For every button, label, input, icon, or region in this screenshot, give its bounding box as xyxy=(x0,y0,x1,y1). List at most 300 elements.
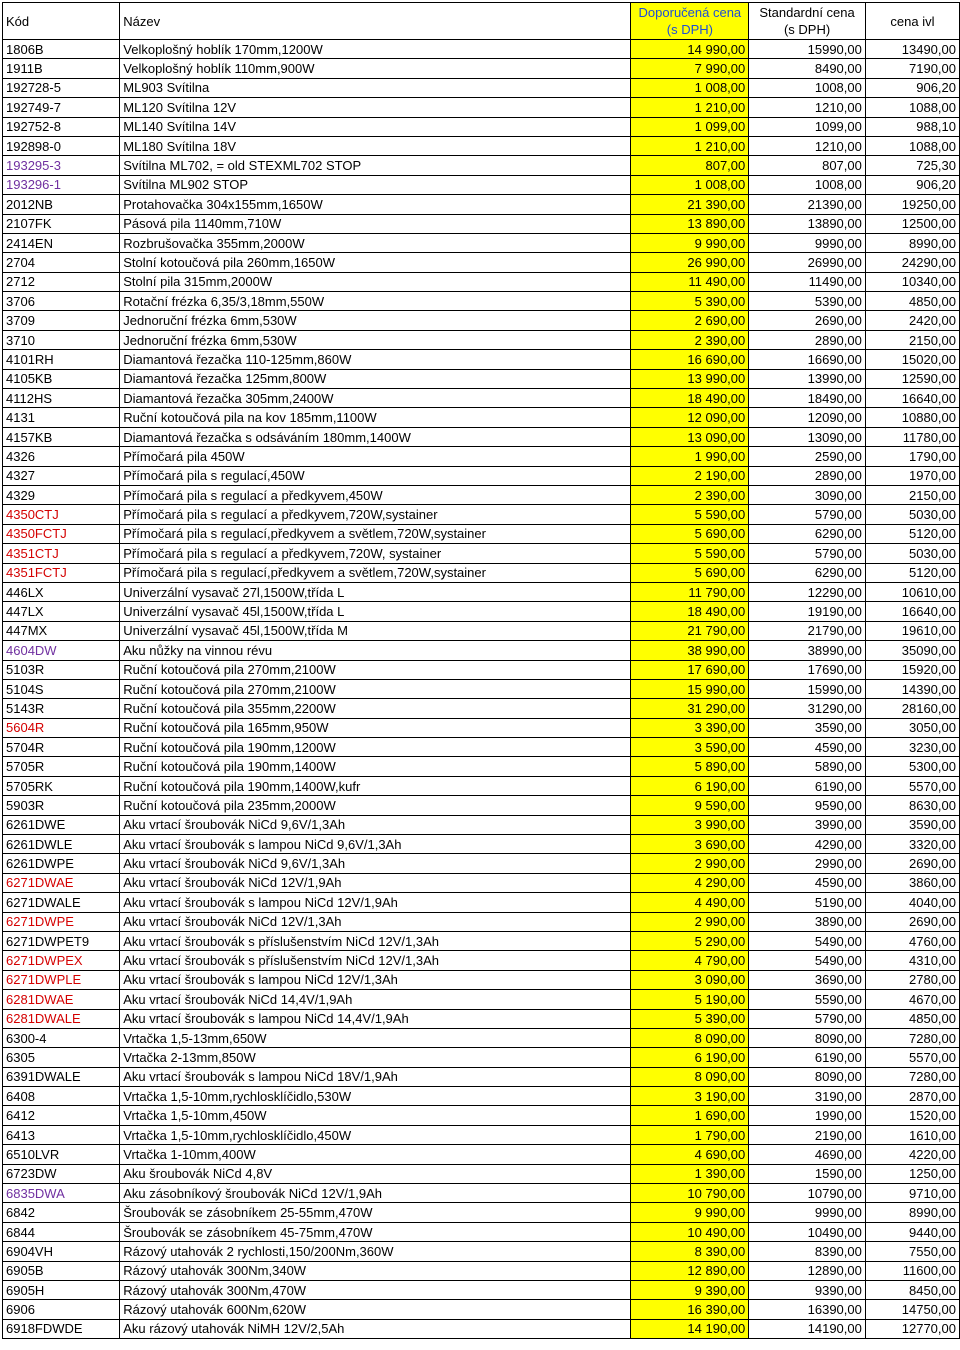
ivl-price-cell: 1970,00 xyxy=(865,466,959,485)
standard-price-cell: 5190,00 xyxy=(749,893,866,912)
recommended-price-cell: 2 690,00 xyxy=(631,311,749,330)
product-name-cell: ML903 Svítilna xyxy=(120,78,631,97)
table-row xyxy=(3,524,960,543)
recommended-price-cell: 9 990,00 xyxy=(631,233,749,252)
product-name-cell: Vrtačka 1-10mm,400W xyxy=(120,1145,631,1164)
product-name-cell: Stolní kotoučová pila 260mm,1650W xyxy=(120,253,631,272)
standard-price-cell: 8090,00 xyxy=(749,1028,866,1047)
product-code-cell: 6300-4 xyxy=(3,1028,120,1047)
standard-price-cell: 5790,00 xyxy=(749,544,866,563)
product-name-cell: Diamantová řezačka 305mm,2400W xyxy=(120,389,631,408)
ivl-price-cell: 12500,00 xyxy=(865,214,959,233)
standard-price-cell: 1210,00 xyxy=(749,136,866,155)
recommended-price-cell: 18 490,00 xyxy=(631,389,749,408)
product-code-cell: 6906 xyxy=(3,1300,120,1319)
product-code-cell: 446LX xyxy=(3,582,120,601)
product-code-cell: 6835DWA xyxy=(3,1184,120,1203)
ivl-price-cell: 14750,00 xyxy=(865,1300,959,1319)
table-row xyxy=(3,621,960,640)
recommended-price-cell: 12 090,00 xyxy=(631,408,749,427)
product-name-cell: Ruční kotoučová pila 355mm,2200W xyxy=(120,699,631,718)
ivl-price-cell: 2690,00 xyxy=(865,912,959,931)
product-name-cell: Šroubovák se zásobníkem 25-55mm,470W xyxy=(120,1203,631,1222)
recommended-price-cell: 2 990,00 xyxy=(631,854,749,873)
standard-price-cell: 2890,00 xyxy=(749,466,866,485)
product-name-cell: Rozbrušovačka 355mm,2000W xyxy=(120,233,631,252)
table-row xyxy=(3,990,960,1009)
ivl-price-cell: 7280,00 xyxy=(865,1028,959,1047)
header-standard-line2: (s DPH) xyxy=(783,22,831,37)
ivl-price-cell: 2780,00 xyxy=(865,970,959,989)
product-code-cell: 6723DW xyxy=(3,1164,120,1183)
recommended-price-cell: 8 090,00 xyxy=(631,1028,749,1047)
table-row xyxy=(3,679,960,698)
standard-price-cell: 6190,00 xyxy=(749,776,866,795)
ivl-price-cell: 7190,00 xyxy=(865,59,959,78)
table-row xyxy=(3,292,960,311)
product-name-cell: Aku vrtací šroubovák NiCd 9,6V/1,3Ah xyxy=(120,815,631,834)
ivl-price-cell: 4310,00 xyxy=(865,951,959,970)
standard-price-cell: 12090,00 xyxy=(749,408,866,427)
recommended-price-cell: 1 390,00 xyxy=(631,1164,749,1183)
recommended-price-cell: 17 690,00 xyxy=(631,660,749,679)
standard-price-cell: 6190,00 xyxy=(749,1048,866,1067)
product-name-cell: Aku vrtací šroubovák s lampou NiCd 12V/1,3Ah xyxy=(120,970,631,989)
price-list-sheet xyxy=(2,2,960,1339)
table-row xyxy=(3,78,960,97)
ivl-price-cell: 5300,00 xyxy=(865,757,959,776)
product-code-cell: 6261DWE xyxy=(3,815,120,834)
product-name-cell: Aku vrtací šroubovák NiCd 14,4V/1,9Ah xyxy=(120,990,631,1009)
product-name-cell: Jednoruční frézka 6mm,530W xyxy=(120,330,631,349)
table-row xyxy=(3,544,960,563)
recommended-price-cell: 807,00 xyxy=(631,156,749,175)
product-name-cell: Aku vrtací šroubovák s lampou NiCd 18V/1,9Ah xyxy=(120,1067,631,1086)
product-name-cell: Diamantová řezačka 110-125mm,860W xyxy=(120,350,631,369)
recommended-price-cell: 9 390,00 xyxy=(631,1281,749,1300)
recommended-price-cell: 8 090,00 xyxy=(631,1067,749,1086)
table-row xyxy=(3,563,960,582)
standard-price-cell: 21790,00 xyxy=(749,621,866,640)
ivl-price-cell: 8630,00 xyxy=(865,796,959,815)
table-row xyxy=(3,873,960,892)
product-name-cell: Pásová pila 1140mm,710W xyxy=(120,214,631,233)
table-row xyxy=(3,931,960,950)
product-name-cell: Ruční kotoučová pila 270mm,2100W xyxy=(120,679,631,698)
standard-price-cell: 9390,00 xyxy=(749,1281,866,1300)
standard-price-cell: 10490,00 xyxy=(749,1222,866,1241)
recommended-price-cell: 1 690,00 xyxy=(631,1106,749,1125)
table-body xyxy=(3,40,960,1339)
table-row xyxy=(3,311,960,330)
product-code-cell: 4604DW xyxy=(3,641,120,660)
table-row xyxy=(3,1048,960,1067)
product-code-cell: 5704R xyxy=(3,738,120,757)
product-code-cell: 6271DWPEX xyxy=(3,951,120,970)
table-row xyxy=(3,175,960,194)
product-code-cell: 6261DWPE xyxy=(3,854,120,873)
product-name-cell: Vrtačka 1,5-10mm,450W xyxy=(120,1106,631,1125)
table-row xyxy=(3,447,960,466)
recommended-price-cell: 3 190,00 xyxy=(631,1087,749,1106)
recommended-price-cell: 18 490,00 xyxy=(631,602,749,621)
recommended-price-cell: 12 890,00 xyxy=(631,1261,749,1280)
standard-price-cell: 15990,00 xyxy=(749,679,866,698)
recommended-price-cell: 21 390,00 xyxy=(631,195,749,214)
product-code-cell: 447MX xyxy=(3,621,120,640)
product-code-cell: 6905H xyxy=(3,1281,120,1300)
ivl-price-cell: 13490,00 xyxy=(865,40,959,59)
recommended-price-cell: 5 690,00 xyxy=(631,524,749,543)
product-code-cell: 193295-3 xyxy=(3,156,120,175)
ivl-price-cell: 725,30 xyxy=(865,156,959,175)
table-row xyxy=(3,1067,960,1086)
recommended-price-cell: 6 190,00 xyxy=(631,1048,749,1067)
product-code-cell: 6261DWLE xyxy=(3,835,120,854)
standard-price-cell: 12290,00 xyxy=(749,582,866,601)
product-name-cell: Přímočará pila s regulací,450W xyxy=(120,466,631,485)
recommended-price-cell: 5 290,00 xyxy=(631,931,749,950)
product-code-cell: 6408 xyxy=(3,1087,120,1106)
product-code-cell: 2704 xyxy=(3,253,120,272)
table-row xyxy=(3,1028,960,1047)
ivl-price-cell: 28160,00 xyxy=(865,699,959,718)
product-code-cell: 192752-8 xyxy=(3,117,120,136)
product-name-cell: Aku vrtací šroubovák s lampou NiCd 12V/1,9Ah xyxy=(120,893,631,912)
ivl-price-cell: 3590,00 xyxy=(865,815,959,834)
product-code-cell: 5705RK xyxy=(3,776,120,795)
product-code-cell: 193296-1 xyxy=(3,175,120,194)
ivl-price-cell: 12770,00 xyxy=(865,1319,959,1338)
product-name-cell: ML140 Svítilna 14V xyxy=(120,117,631,136)
standard-price-cell: 14190,00 xyxy=(749,1319,866,1338)
standard-price-cell: 9990,00 xyxy=(749,1203,866,1222)
recommended-price-cell: 2 390,00 xyxy=(631,330,749,349)
standard-price-cell: 2990,00 xyxy=(749,854,866,873)
table-row xyxy=(3,893,960,912)
product-name-cell: Velkoplošný hoblík 170mm,1200W xyxy=(120,40,631,59)
table-row xyxy=(3,1125,960,1144)
product-name-cell: Aku vrtací šroubovák NiCd 9,6V/1,3Ah xyxy=(120,854,631,873)
standard-price-cell: 2690,00 xyxy=(749,311,866,330)
table-row xyxy=(3,117,960,136)
table-row xyxy=(3,195,960,214)
table-row xyxy=(3,660,960,679)
recommended-price-cell: 9 590,00 xyxy=(631,796,749,815)
ivl-price-cell: 1610,00 xyxy=(865,1125,959,1144)
header-standard-line1: Standardní cena xyxy=(759,5,855,20)
ivl-price-cell: 8450,00 xyxy=(865,1281,959,1300)
standard-price-cell: 4590,00 xyxy=(749,873,866,892)
product-code-cell: 6391DWALE xyxy=(3,1067,120,1086)
recommended-price-cell: 5 690,00 xyxy=(631,563,749,582)
ivl-price-cell: 24290,00 xyxy=(865,253,959,272)
table-row xyxy=(3,912,960,931)
ivl-price-cell: 5030,00 xyxy=(865,544,959,563)
standard-price-cell: 807,00 xyxy=(749,156,866,175)
standard-price-cell: 5490,00 xyxy=(749,931,866,950)
product-name-cell: Aku vrtací šroubovák NiCd 12V/1,3Ah xyxy=(120,912,631,931)
standard-price-cell: 21390,00 xyxy=(749,195,866,214)
standard-price-cell: 16690,00 xyxy=(749,350,866,369)
standard-price-cell: 12890,00 xyxy=(749,1261,866,1280)
ivl-price-cell: 3050,00 xyxy=(865,718,959,737)
ivl-price-cell: 15020,00 xyxy=(865,350,959,369)
table-row xyxy=(3,408,960,427)
table-row xyxy=(3,699,960,718)
standard-price-cell: 38990,00 xyxy=(749,641,866,660)
table-row xyxy=(3,1203,960,1222)
product-code-cell: 3706 xyxy=(3,292,120,311)
ivl-price-cell: 3860,00 xyxy=(865,873,959,892)
ivl-price-cell: 14390,00 xyxy=(865,679,959,698)
product-code-cell: 6413 xyxy=(3,1125,120,1144)
standard-price-cell: 5790,00 xyxy=(749,1009,866,1028)
product-code-cell: 6844 xyxy=(3,1222,120,1241)
recommended-price-cell: 31 290,00 xyxy=(631,699,749,718)
product-name-cell: Rázový utahovák 300Nm,470W xyxy=(120,1281,631,1300)
standard-price-cell: 31290,00 xyxy=(749,699,866,718)
recommended-price-cell: 9 990,00 xyxy=(631,1203,749,1222)
product-name-cell: Přímočará pila s regulací a předkyvem,720W,systainer xyxy=(120,505,631,524)
ivl-price-cell: 1250,00 xyxy=(865,1164,959,1183)
product-code-cell: 6918FDWDE xyxy=(3,1319,120,1338)
standard-price-cell: 15990,00 xyxy=(749,40,866,59)
standard-price-cell: 13090,00 xyxy=(749,427,866,446)
table-row xyxy=(3,1222,960,1241)
ivl-price-cell: 15920,00 xyxy=(865,660,959,679)
table-row xyxy=(3,59,960,78)
recommended-price-cell: 21 790,00 xyxy=(631,621,749,640)
ivl-price-cell: 11600,00 xyxy=(865,1261,959,1280)
standard-price-cell: 2890,00 xyxy=(749,330,866,349)
standard-price-cell: 2190,00 xyxy=(749,1125,866,1144)
product-name-cell: Vrtačka 1,5-10mm,rychlosklíčidlo,530W xyxy=(120,1087,631,1106)
recommended-price-cell: 3 090,00 xyxy=(631,970,749,989)
standard-price-cell: 5890,00 xyxy=(749,757,866,776)
recommended-price-cell: 10 490,00 xyxy=(631,1222,749,1241)
recommended-price-cell: 26 990,00 xyxy=(631,253,749,272)
standard-price-cell: 1099,00 xyxy=(749,117,866,136)
standard-price-cell: 4690,00 xyxy=(749,1145,866,1164)
standard-price-cell: 19190,00 xyxy=(749,602,866,621)
ivl-price-cell: 8990,00 xyxy=(865,1203,959,1222)
recommended-price-cell: 4 290,00 xyxy=(631,873,749,892)
standard-price-cell: 5490,00 xyxy=(749,951,866,970)
product-name-cell: Přímočará pila s regulací,předkyvem a světlem,720W,systainer xyxy=(120,524,631,543)
product-name-cell: Univerzální vysavač 45l,1500W,třída L xyxy=(120,602,631,621)
recommended-price-cell: 13 890,00 xyxy=(631,214,749,233)
product-name-cell: Vrtačka 1,5-13mm,650W xyxy=(120,1028,631,1047)
recommended-price-cell: 15 990,00 xyxy=(631,679,749,698)
product-code-cell: 4329 xyxy=(3,485,120,504)
product-code-cell: 6271DWAE xyxy=(3,873,120,892)
table-row xyxy=(3,1164,960,1183)
product-name-cell: Aku vrtací šroubovák s lampou NiCd 14,4V/1,9Ah xyxy=(120,1009,631,1028)
ivl-price-cell: 9440,00 xyxy=(865,1222,959,1241)
recommended-price-cell: 7 990,00 xyxy=(631,59,749,78)
table-row xyxy=(3,1319,960,1338)
table-row xyxy=(3,466,960,485)
ivl-price-cell: 4220,00 xyxy=(865,1145,959,1164)
ivl-price-cell: 10610,00 xyxy=(865,582,959,601)
product-code-cell: 2012NB xyxy=(3,195,120,214)
table-row xyxy=(3,815,960,834)
ivl-price-cell: 7280,00 xyxy=(865,1067,959,1086)
table-row xyxy=(3,1009,960,1028)
header-row xyxy=(3,3,960,40)
table-row xyxy=(3,214,960,233)
standard-price-cell: 5790,00 xyxy=(749,505,866,524)
product-code-cell: 6510LVR xyxy=(3,1145,120,1164)
standard-price-cell: 3990,00 xyxy=(749,815,866,834)
recommended-price-cell: 4 790,00 xyxy=(631,951,749,970)
recommended-price-cell: 5 390,00 xyxy=(631,292,749,311)
table-row xyxy=(3,718,960,737)
ivl-price-cell: 2150,00 xyxy=(865,485,959,504)
ivl-price-cell: 7550,00 xyxy=(865,1242,959,1261)
ivl-price-cell: 16640,00 xyxy=(865,602,959,621)
recommended-price-cell: 5 590,00 xyxy=(631,505,749,524)
standard-price-cell: 3090,00 xyxy=(749,485,866,504)
product-code-cell: 4351CTJ xyxy=(3,544,120,563)
recommended-price-cell: 16 690,00 xyxy=(631,350,749,369)
product-code-cell: 192728-5 xyxy=(3,78,120,97)
product-code-cell: 6412 xyxy=(3,1106,120,1125)
product-code-cell: 4105KB xyxy=(3,369,120,388)
product-code-cell: 4327 xyxy=(3,466,120,485)
product-code-cell: 5103R xyxy=(3,660,120,679)
standard-price-cell: 1590,00 xyxy=(749,1164,866,1183)
table-row xyxy=(3,1300,960,1319)
product-name-cell: Svítilna ML902 STOP xyxy=(120,175,631,194)
ivl-price-cell: 10880,00 xyxy=(865,408,959,427)
ivl-price-cell: 19250,00 xyxy=(865,195,959,214)
recommended-price-cell: 1 099,00 xyxy=(631,117,749,136)
table-row xyxy=(3,369,960,388)
recommended-price-cell: 5 190,00 xyxy=(631,990,749,1009)
product-name-cell: Univerzální vysavač 45l,1500W,třída M xyxy=(120,621,631,640)
ivl-price-cell: 1088,00 xyxy=(865,136,959,155)
product-code-cell: 6842 xyxy=(3,1203,120,1222)
table-row xyxy=(3,156,960,175)
table-row xyxy=(3,389,960,408)
standard-price-cell: 1008,00 xyxy=(749,175,866,194)
table-row xyxy=(3,1145,960,1164)
product-code-cell: 6271DWPET9 xyxy=(3,931,120,950)
ivl-price-cell: 4850,00 xyxy=(865,292,959,311)
table-row xyxy=(3,427,960,446)
standard-price-cell: 11490,00 xyxy=(749,272,866,291)
recommended-price-cell: 1 008,00 xyxy=(631,175,749,194)
product-code-cell: 447LX xyxy=(3,602,120,621)
product-name-cell: Rotační frézka 6,35/3,18mm,550W xyxy=(120,292,631,311)
recommended-price-cell: 14 190,00 xyxy=(631,1319,749,1338)
ivl-price-cell: 35090,00 xyxy=(865,641,959,660)
table-row xyxy=(3,835,960,854)
standard-price-cell: 26990,00 xyxy=(749,253,866,272)
standard-price-cell: 4590,00 xyxy=(749,738,866,757)
ivl-price-cell: 4760,00 xyxy=(865,931,959,950)
price-table xyxy=(2,2,960,1339)
table-row xyxy=(3,1281,960,1300)
product-code-cell: 3709 xyxy=(3,311,120,330)
recommended-price-cell: 4 490,00 xyxy=(631,893,749,912)
ivl-price-cell: 2870,00 xyxy=(865,1087,959,1106)
standard-price-cell: 2590,00 xyxy=(749,447,866,466)
standard-price-cell: 4290,00 xyxy=(749,835,866,854)
product-code-cell: 4112HS xyxy=(3,389,120,408)
recommended-price-cell: 10 790,00 xyxy=(631,1184,749,1203)
product-code-cell: 6281DWAE xyxy=(3,990,120,1009)
product-code-cell: 4101RH xyxy=(3,350,120,369)
product-name-cell: Rázový utahovák 600Nm,620W xyxy=(120,1300,631,1319)
ivl-price-cell: 988,10 xyxy=(865,117,959,136)
table-row xyxy=(3,776,960,795)
product-code-cell: 5604R xyxy=(3,718,120,737)
product-name-cell: Ruční kotoučová pila 190mm,1400W xyxy=(120,757,631,776)
product-code-cell: 192749-7 xyxy=(3,98,120,117)
table-row xyxy=(3,602,960,621)
recommended-price-cell: 5 590,00 xyxy=(631,544,749,563)
recommended-price-cell: 3 690,00 xyxy=(631,835,749,854)
product-name-cell: Ruční kotoučová pila 270mm,2100W xyxy=(120,660,631,679)
ivl-price-cell: 5570,00 xyxy=(865,776,959,795)
recommended-price-cell: 13 090,00 xyxy=(631,427,749,446)
standard-price-cell: 5390,00 xyxy=(749,292,866,311)
standard-price-cell: 13990,00 xyxy=(749,369,866,388)
standard-price-cell: 1210,00 xyxy=(749,98,866,117)
table-row xyxy=(3,233,960,252)
ivl-price-cell: 906,20 xyxy=(865,175,959,194)
product-name-cell: Ruční kotoučová pila 165mm,950W xyxy=(120,718,631,737)
recommended-price-cell: 5 390,00 xyxy=(631,1009,749,1028)
product-name-cell: Aku rázový utahovák NiMH 12V/2,5Ah xyxy=(120,1319,631,1338)
recommended-price-cell: 11 790,00 xyxy=(631,582,749,601)
product-code-cell: 1911B xyxy=(3,59,120,78)
table-row xyxy=(3,582,960,601)
ivl-price-cell: 5120,00 xyxy=(865,563,959,582)
standard-price-cell: 3590,00 xyxy=(749,718,866,737)
product-code-cell: 6271DWPLE xyxy=(3,970,120,989)
ivl-price-cell: 12590,00 xyxy=(865,369,959,388)
table-row xyxy=(3,505,960,524)
table-row xyxy=(3,951,960,970)
product-code-cell: 4131 xyxy=(3,408,120,427)
standard-price-cell: 13890,00 xyxy=(749,214,866,233)
product-name-cell: Aku vrtací šroubovák s příslušenstvím NiCd 12V/1,3Ah xyxy=(120,951,631,970)
table-row xyxy=(3,40,960,59)
product-name-cell: Aku nůžky na vinnou révu xyxy=(120,641,631,660)
table-row xyxy=(3,1261,960,1280)
product-code-cell: 4350CTJ xyxy=(3,505,120,524)
ivl-price-cell: 1088,00 xyxy=(865,98,959,117)
table-row xyxy=(3,136,960,155)
product-name-cell: Aku vrtací šroubovák s lampou NiCd 9,6V/1,3Ah xyxy=(120,835,631,854)
ivl-price-cell: 11780,00 xyxy=(865,427,959,446)
recommended-price-cell: 5 890,00 xyxy=(631,757,749,776)
ivl-price-cell: 10340,00 xyxy=(865,272,959,291)
table-row xyxy=(3,350,960,369)
standard-price-cell: 3690,00 xyxy=(749,970,866,989)
ivl-price-cell: 5570,00 xyxy=(865,1048,959,1067)
ivl-price-cell: 2150,00 xyxy=(865,330,959,349)
ivl-price-cell: 4040,00 xyxy=(865,893,959,912)
recommended-price-cell: 1 790,00 xyxy=(631,1125,749,1144)
ivl-price-cell: 3230,00 xyxy=(865,738,959,757)
table-row xyxy=(3,272,960,291)
product-name-cell: Ruční kotoučová pila 190mm,1400W,kufr xyxy=(120,776,631,795)
